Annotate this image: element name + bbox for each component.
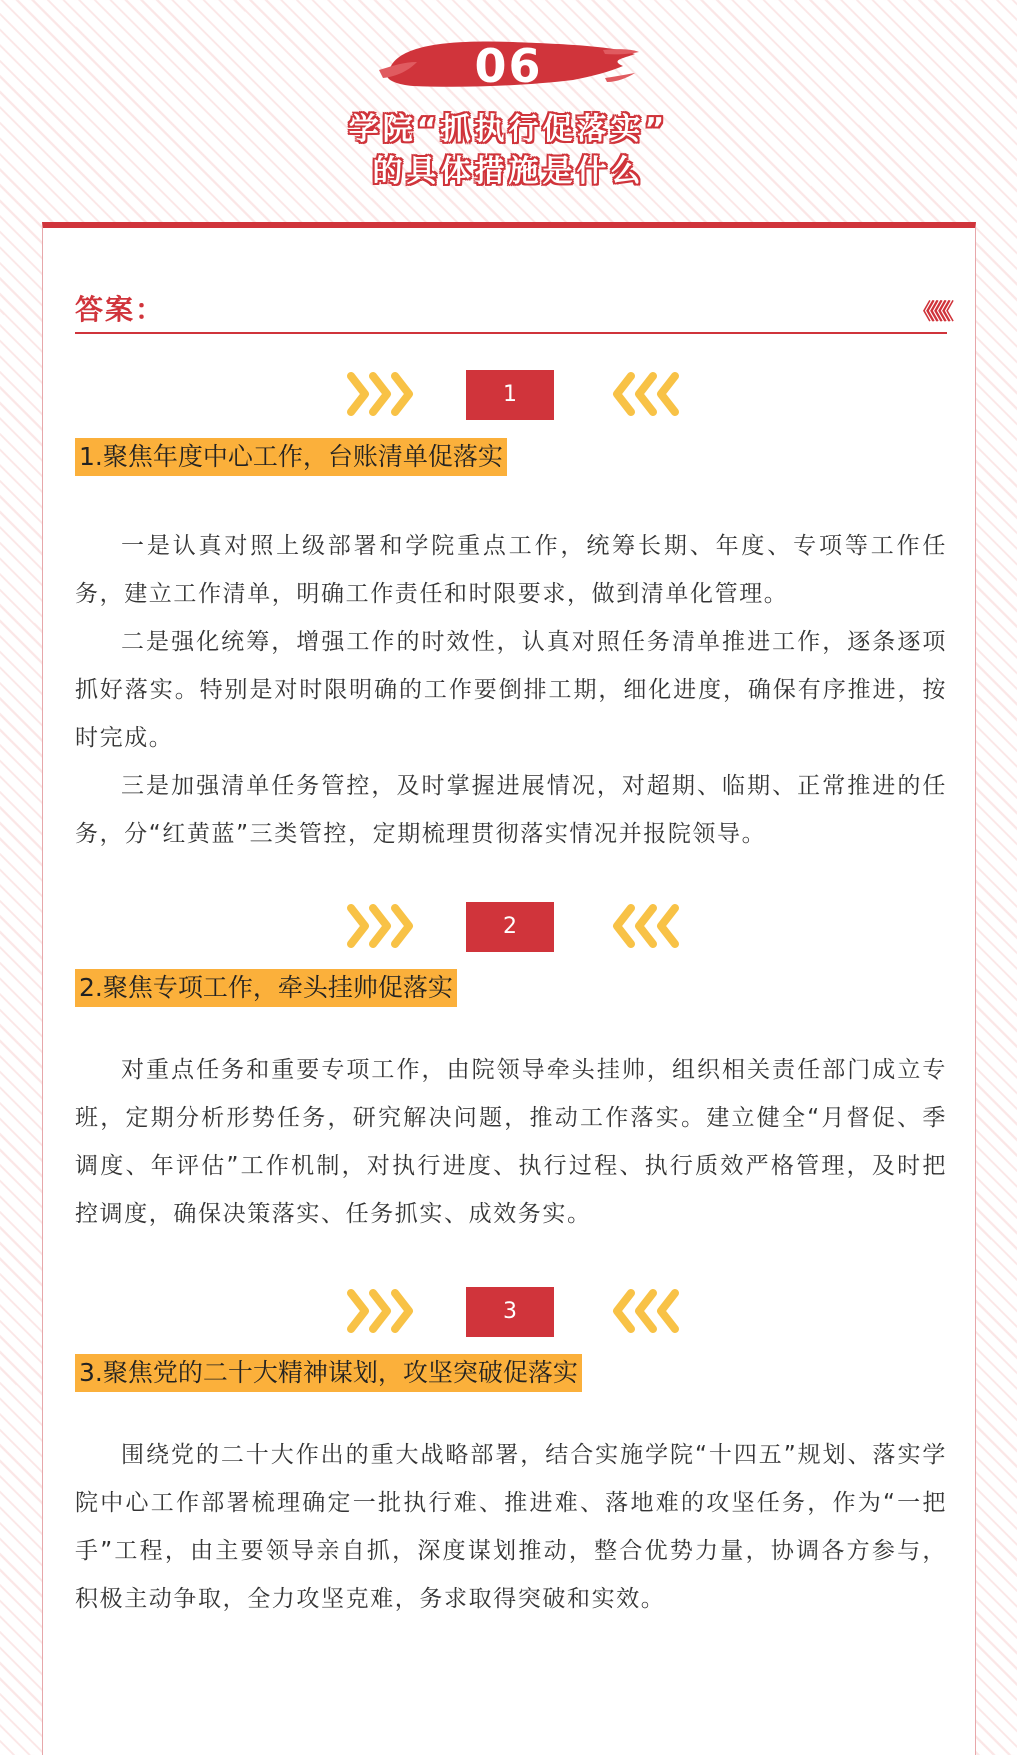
section-marker-1 <box>43 368 977 420</box>
paragraph: 三是加强清单任务管控，及时掌握进展情况，对超期、临期、正常推进的任务，分“红黄蓝”三类管控，定期梳理贯彻落实情况并报院领导。 <box>75 773 947 847</box>
paragraph: 一是认真对照上级部署和学院重点工作，统筹长期、年度、专项等工作任务，建立工作清单，明确工作责任和时限要求，做到清单化管理。 <box>75 533 947 607</box>
paragraph: 围绕党的二十大作出的重大战略部署，结合实施学院“十四五”规划、落实学院中心工作部署梳理确定一批执行难、推进难、落地难的攻坚任务，作为“一把手”工程，由主要领导亲自抓，深度谋划推动，整合优势力量，协调各方参与，积极主动争取，全力攻坚克难，务求取得突破和实效。 <box>75 1442 947 1612</box>
section-marker-2 <box>43 900 977 952</box>
section-marker-3 <box>43 1285 977 1337</box>
section-title-2: 2.聚焦专项工作，牵头挂帅促落实 <box>75 969 457 1007</box>
paragraph: 二是强化统筹，增强工作的时效性，认真对照任务清单推进工作，逐条逐项抓好落实。特别是对时限明确的工作要倒排工期，细化进度，确保有序推进，按时完成。 <box>75 629 947 751</box>
chevron-right-icon <box>343 368 423 420</box>
section-marker-number: 2 <box>466 902 554 952</box>
page-title-line-1: 学院“抓执行促落实” <box>348 112 669 147</box>
chevron-left-icon <box>603 900 683 952</box>
section-number: 06 <box>474 39 543 93</box>
chevron-right-icon <box>343 1285 423 1337</box>
double-chevron-left-icon: 《《《《《《 <box>911 300 947 325</box>
chevron-right-icon <box>343 900 423 952</box>
chevron-left-icon <box>603 1285 683 1337</box>
answer-heading <box>75 290 947 334</box>
section-marker-number: 1 <box>466 370 554 420</box>
page-title-line-2: 的具体措施是什么 <box>372 154 645 189</box>
section-title-3: 3.聚焦党的二十大精神谋划，攻坚突破促落实 <box>75 1354 582 1392</box>
page-header <box>0 0 1017 210</box>
section-marker-number: 3 <box>466 1287 554 1337</box>
paragraph: 对重点任务和重要专项工作，由院领导牵头挂帅，组织相关责任部门成立专班，定期分析形势任务，研究解决问题，推动工作落实。建立健全“月督促、季调度、年评估”工作机制，对执行进度、执行过程、执行质效严格管理，及时把控调度，确保决策落实、任务抓实、成效务实。 <box>75 1057 947 1227</box>
answer-label: 答案： <box>75 293 166 326</box>
answer-card <box>42 222 976 1755</box>
section-title-1: 1.聚焦年度中心工作，台账清单促落实 <box>75 438 507 476</box>
chevron-left-icon <box>603 368 683 420</box>
